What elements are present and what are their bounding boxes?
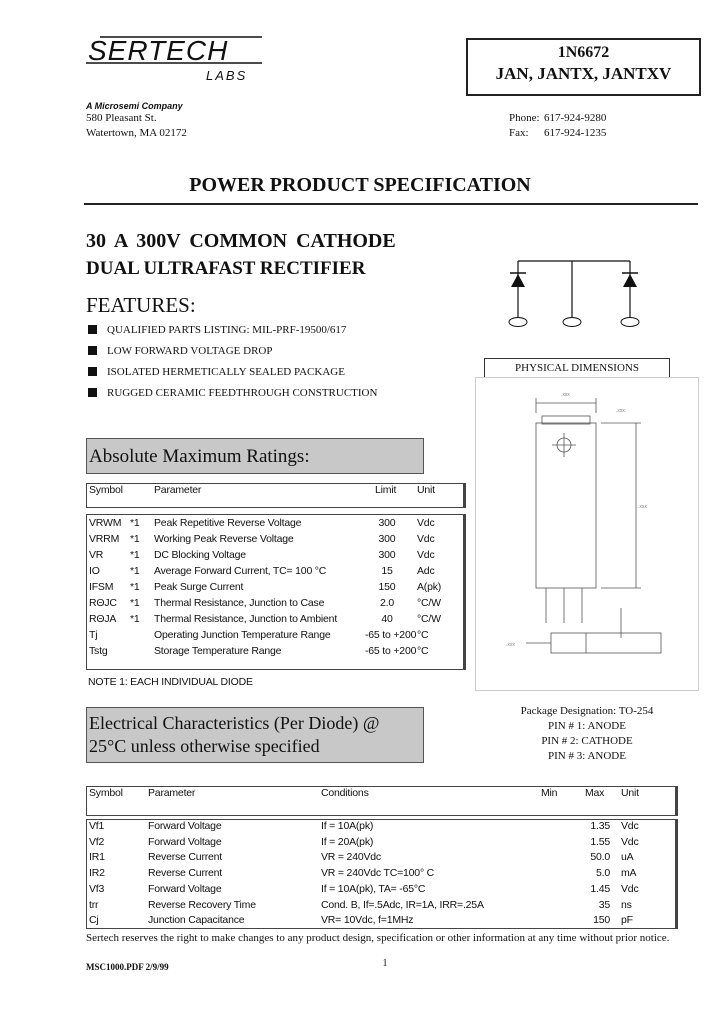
amr-cell-unit: Adc (417, 565, 435, 577)
amr-cell-parameter: Thermal Resistance, Junction to Ambient (154, 613, 338, 625)
ec-header-row (86, 786, 678, 816)
amr-col-parameter: Parameter (154, 484, 202, 496)
pin-3-terminal-icon (621, 318, 639, 327)
svg-text:.xxx: .xxx (638, 504, 647, 510)
amr-cell-parameter: DC Blocking Voltage (154, 549, 246, 561)
ec-table-body (86, 819, 678, 929)
amr-cell-symbol: VRWM (89, 517, 122, 529)
headline-rating: 30 A 300V COMMON CATHODE (86, 230, 396, 252)
ec-cell-unit: Vdc (621, 835, 639, 848)
pin-1-assignment: PIN # 1: ANODE (548, 720, 626, 732)
amr-cell-note: *1 (130, 549, 140, 561)
company-tagline: A Microsemi Company (86, 101, 183, 111)
part-number: 1N6672 (557, 44, 610, 61)
amr-cell-parameter: Operating Junction Temperature Range (154, 629, 331, 641)
ec-col-unit: Unit (621, 787, 639, 799)
amr-cell-parameter: Thermal Resistance, Junction to Case (154, 597, 325, 609)
disclaimer: Sertech reserves the right to make changes to any product design, specification or other information at any time without prior notice. (86, 932, 670, 944)
ec-cell-unit: uA (621, 851, 634, 864)
pin-3-assignment: PIN # 3: ANODE (548, 750, 626, 762)
bullet-icon (88, 346, 97, 355)
part-number-box (466, 38, 701, 96)
amr-cell-parameter: Storage Temperature Range (154, 645, 282, 657)
pin-2-terminal-icon (563, 318, 581, 327)
ec-cell-max: 150 (593, 914, 610, 927)
sertech-logo (86, 34, 264, 70)
common-cathode-schematic (496, 236, 656, 336)
amr-cell-symbol: VR (89, 549, 104, 561)
ec-cell-max: 35 (598, 898, 610, 911)
amr-cell-parameter: Peak Repetitive Reverse Voltage (154, 517, 302, 529)
ec-col-conditions: Conditions (321, 787, 369, 799)
ec-cell-unit: mA (621, 867, 637, 880)
package-outline-drawing (476, 378, 696, 688)
amr-cell-unit: °C (417, 629, 429, 641)
amr-cell-limit: 40 (381, 613, 393, 625)
title-divider (84, 203, 698, 205)
ec-cell-conditions: Cond. B, If=.5Adc, IR=1A, IRR=.25A (321, 898, 484, 911)
amr-cell-symbol: RΘJC (89, 597, 117, 609)
logo-subtitle: LABS (206, 68, 248, 83)
ec-cell-parameter: Forward Voltage (148, 882, 222, 895)
ec-col-max: Max (585, 787, 605, 799)
page-number: 1 (382, 958, 388, 969)
ec-cell-parameter: Junction Capacitance (148, 914, 245, 927)
amr-cell-unit: °C (417, 645, 429, 657)
amr-cell-limit: 150 (378, 581, 396, 593)
amr-cell-parameter: Average Forward Current, TC= 100 °C (154, 565, 327, 577)
amr-cell-note: *1 (130, 581, 140, 593)
ec-cell-parameter: Reverse Current (148, 851, 223, 864)
ec-cell-symbol: Vf3 (89, 882, 105, 895)
bullet-icon (88, 325, 97, 334)
fax-label: Fax: (509, 127, 529, 139)
ec-col-symbol: Symbol (89, 787, 123, 799)
feature-item: ISOLATED HERMETICALLY SEALED PACKAGE (88, 366, 345, 378)
amr-header-row (86, 483, 466, 508)
bullet-icon (88, 388, 97, 397)
package-designation: Package Designation: TO-254 (520, 705, 654, 717)
physical-dimensions-label: PHYSICAL DIMENSIONS (484, 358, 670, 378)
ec-cell-symbol: IR1 (89, 851, 105, 864)
amr-cell-note: *1 (130, 597, 140, 609)
amr-cell-limit: 15 (381, 565, 393, 577)
ec-cell-symbol: Vf1 (89, 820, 105, 832)
amr-cell-unit: A(pk) (417, 581, 442, 593)
amr-cell-symbol: IO (89, 565, 100, 577)
phone-line (509, 112, 607, 124)
ec-cell-symbol: trr (89, 898, 99, 911)
page-title: POWER PRODUCT SPECIFICATION (189, 174, 531, 196)
amr-cell-note: *1 (130, 613, 140, 625)
ec-cell-symbol: IR2 (89, 867, 105, 880)
address-line-1: 580 Pleasant St. (86, 112, 157, 124)
amr-cell-note: *1 (130, 533, 140, 545)
amr-table-body (86, 514, 466, 670)
amr-cell-unit: Vdc (417, 533, 435, 545)
ec-cell-conditions: VR = 240Vdc TC=100° C (321, 867, 435, 880)
svg-text:.xxx: .xxx (616, 408, 625, 414)
amr-section-title: Absolute Maximum Ratings: (86, 438, 424, 474)
ec-cell-unit: ns (621, 898, 632, 911)
ec-cell-unit: Vdc (621, 882, 639, 895)
amr-cell-note: *1 (130, 565, 140, 577)
amr-cell-unit: °C/W (417, 613, 441, 625)
ec-cell-max: 5.0 (596, 867, 610, 880)
ec-cell-unit: Vdc (621, 820, 639, 832)
ec-cell-conditions: VR = 240Vdc (321, 851, 381, 864)
ec-cell-conditions: If = 20A(pk) (321, 835, 374, 848)
amr-cell-unit: Vdc (417, 517, 435, 529)
diode-right-icon (623, 274, 637, 287)
ec-cell-max: 50.0 (590, 851, 610, 864)
pin-1-terminal-icon (509, 318, 527, 327)
fax-line (509, 127, 607, 139)
amr-cell-limit: 2.0 (380, 597, 394, 609)
amr-footnote: NOTE 1: EACH INDIVIDUAL DIODE (88, 676, 253, 688)
ec-cell-parameter: Reverse Current (148, 867, 223, 880)
amr-cell-limit: 300 (378, 533, 396, 545)
amr-cell-limit: -65 to +200 (365, 629, 417, 641)
amr-cell-unit: Vdc (417, 549, 435, 561)
fax-number: 617-924-1235 (544, 127, 607, 139)
feature-item: LOW FORWARD VOLTAGE DROP (88, 345, 272, 357)
part-grades: JAN, JANTX, JANTXV (495, 64, 672, 83)
amr-col-limit: Limit (375, 484, 397, 496)
feature-item: QUALIFIED PARTS LISTING: MIL-PRF-19500/617 (88, 324, 346, 336)
document-reference: MSC1000.PDF 2/9/99 (86, 962, 169, 972)
ec-cell-conditions: If = 10A(pk) (321, 820, 374, 832)
ec-cell-max: 1.45 (590, 882, 610, 895)
amr-cell-limit: 300 (378, 517, 396, 529)
amr-cell-symbol: Tstg (89, 645, 108, 657)
ec-cell-conditions: VR= 10Vdc, f=1MHz (321, 914, 414, 927)
ec-cell-parameter: Forward Voltage (148, 835, 222, 848)
feature-item: RUGGED CERAMIC FEEDTHROUGH CONSTRUCTION (88, 387, 377, 399)
amr-cell-parameter: Peak Surge Current (154, 581, 244, 593)
ec-title-line-1: Electrical Characteristics (Per Diode) @ (89, 713, 380, 733)
svg-text:.xxx: .xxx (506, 642, 515, 648)
amr-cell-symbol: IFSM (89, 581, 114, 593)
ec-cell-parameter: Forward Voltage (148, 820, 222, 832)
amr-cell-unit: °C/W (417, 597, 441, 609)
logo-wordmark: SERTECH (88, 35, 229, 66)
ec-title-line-2: 25°C unless otherwise specified (89, 736, 320, 756)
amr-col-unit: Unit (417, 484, 435, 496)
bullet-icon (88, 367, 97, 376)
amr-col-symbol: Symbol (89, 484, 123, 496)
svg-text:.xxx: .xxx (561, 392, 570, 398)
ec-cell-conditions: If = 10A(pk), TA= -65°C (321, 882, 426, 895)
address-line-2: Watertown, MA 02172 (86, 127, 187, 139)
ec-col-parameter: Parameter (148, 787, 196, 799)
pin-2-assignment: PIN # 2: CATHODE (541, 735, 633, 747)
ec-cell-symbol: Vf2 (89, 835, 105, 848)
diode-left-icon (511, 274, 525, 287)
ec-col-min: Min (541, 787, 558, 799)
ec-section-title (86, 707, 424, 763)
headline-device: DUAL ULTRAFAST RECTIFIER (86, 258, 366, 279)
amr-cell-limit: -65 to +200 (365, 645, 417, 657)
phone-number: 617-924-9280 (544, 112, 607, 124)
ec-cell-symbol: Cj (89, 914, 99, 927)
amr-cell-symbol: VRRM (89, 533, 120, 545)
ec-cell-parameter: Reverse Recovery Time (148, 898, 256, 911)
amr-cell-symbol: Tj (89, 629, 98, 641)
amr-cell-limit: 300 (378, 549, 396, 561)
ec-cell-max: 1.55 (590, 835, 610, 848)
amr-cell-parameter: Working Peak Reverse Voltage (154, 533, 294, 545)
ec-cell-max: 1.35 (590, 820, 610, 832)
amr-cell-note: *1 (130, 517, 140, 529)
amr-cell-symbol: RΘJA (89, 613, 117, 625)
features-title: FEATURES: (86, 293, 196, 317)
ec-cell-unit: pF (621, 914, 633, 927)
phone-label: Phone: (509, 112, 540, 124)
